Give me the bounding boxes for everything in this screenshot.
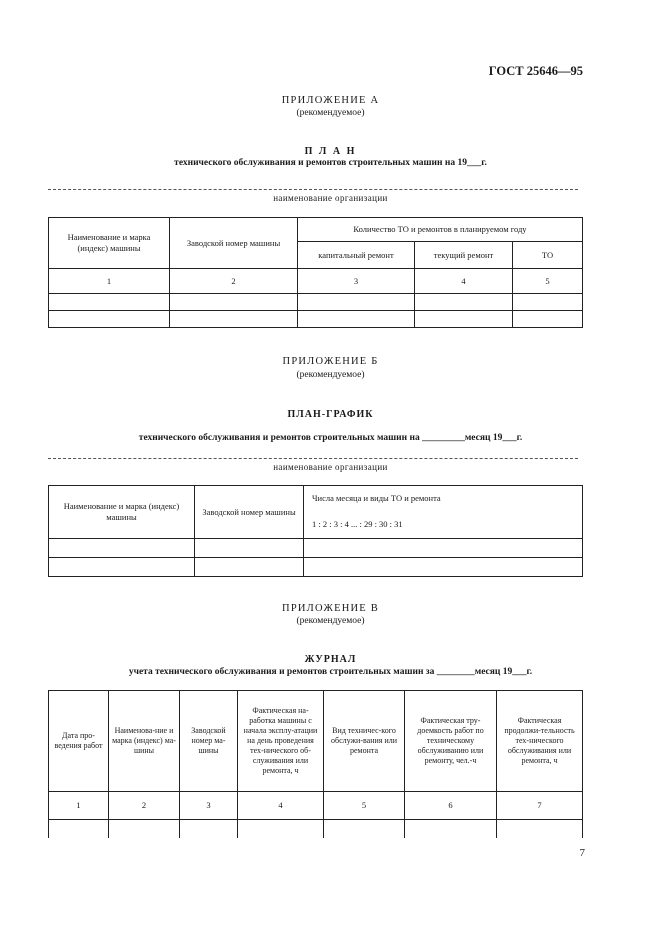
plan-title: П Л А Н: [304, 146, 357, 157]
organization-line: [48, 189, 578, 190]
plan-num-2: 2: [170, 269, 298, 294]
schedule-col-days-header: Числа месяца и виды ТО и ремонта: [304, 486, 583, 512]
appendix-c-title: ПРИЛОЖЕНИЕ В: [282, 603, 379, 614]
plan-col-machine-name: Наименование и марка (индекс) машины: [49, 218, 170, 269]
journal-num-2: 2: [109, 792, 180, 820]
journal-col-service-type: Вид техничес-кого обслужи-вания или ремонта: [324, 691, 405, 792]
standard-number: ГОСТ 25646—95: [488, 64, 583, 78]
table-row: [49, 820, 583, 838]
journal-col-operating-hours: Фактическая на-работка машины с начала эксплу-атации на день проведения тех-нического об-служивания или ремонта, ч: [238, 691, 324, 792]
appendix-a-title: ПРИЛОЖЕНИЕ А: [281, 95, 380, 106]
plan-table: [48, 217, 583, 328]
journal-num-7: 7: [497, 792, 583, 820]
organization-label: наименование организации: [273, 462, 388, 472]
plan-num-4: 4: [415, 269, 513, 294]
appendix-a-subtitle: (рекомендуемое): [296, 108, 365, 118]
appendix-b-title: ПРИЛОЖЕНИЕ Б: [282, 356, 379, 367]
plan-num-5: 5: [513, 269, 583, 294]
organization-label: наименование организации: [273, 193, 388, 203]
schedule-col-serial-number: Заводской номер машины: [195, 486, 304, 539]
appendix-b-subtitle: (рекомендуемое): [296, 370, 365, 380]
schedule-col-days: 1 : 2 : 3 : 4 ... : 29 : 30 : 31: [304, 512, 583, 539]
schedule-subtitle: технического обслуживания и ремонтов строительных машин на _________месяц 19___г.: [138, 433, 523, 443]
page-number: 7: [579, 847, 585, 859]
appendix-c-subtitle: (рекомендуемое): [296, 616, 365, 626]
journal-title: ЖУРНАЛ: [304, 654, 357, 665]
journal-num-5: 5: [324, 792, 405, 820]
organization-line: [48, 458, 578, 459]
table-row: [49, 539, 583, 558]
schedule-title: ПЛАН-ГРАФИК: [287, 409, 374, 420]
plan-subtitle: технического обслуживания и ремонтов строительных машин на 19___г.: [174, 158, 487, 168]
journal-col-date: Дата про-ведения работ: [49, 691, 109, 792]
plan-col-serial-number: Заводской номер машины: [170, 218, 298, 269]
journal-col-machine-name: Наименова-ние и марка (индекс) ма-шины: [109, 691, 180, 792]
table-row: [49, 294, 583, 311]
table-row: [49, 311, 583, 328]
journal-col-labor: Фактическая тру-доемкость работ по техническому обслуживанию или ремонту, чел.-ч: [405, 691, 497, 792]
journal-subtitle: учета технического обслуживания и ремонтов строительных машин за ________месяц 19___г.: [128, 667, 533, 677]
schedule-table: [48, 485, 583, 577]
journal-num-4: 4: [238, 792, 324, 820]
journal-col-duration: Фактическая продолжи-тельность тех-нического обслуживания или ремонта, ч: [497, 691, 583, 792]
journal-table: [48, 690, 583, 838]
plan-num-1: 1: [49, 269, 170, 294]
journal-num-3: 3: [180, 792, 238, 820]
plan-col-maintenance: ТО: [513, 242, 583, 269]
journal-num-6: 6: [405, 792, 497, 820]
journal-num-1: 1: [49, 792, 109, 820]
plan-num-3: 3: [298, 269, 415, 294]
journal-col-serial-number: Заводской номер ма-шины: [180, 691, 238, 792]
plan-col-capital-repair: капитальный ремонт: [298, 242, 415, 269]
plan-col-current-repair: текущий ремонт: [415, 242, 513, 269]
plan-col-group-count: Количество ТО и ремонтов в планируемом году: [298, 218, 583, 242]
schedule-col-machine-name: Наименование и марка (индекс) машины: [49, 486, 195, 539]
table-row: [49, 558, 583, 577]
